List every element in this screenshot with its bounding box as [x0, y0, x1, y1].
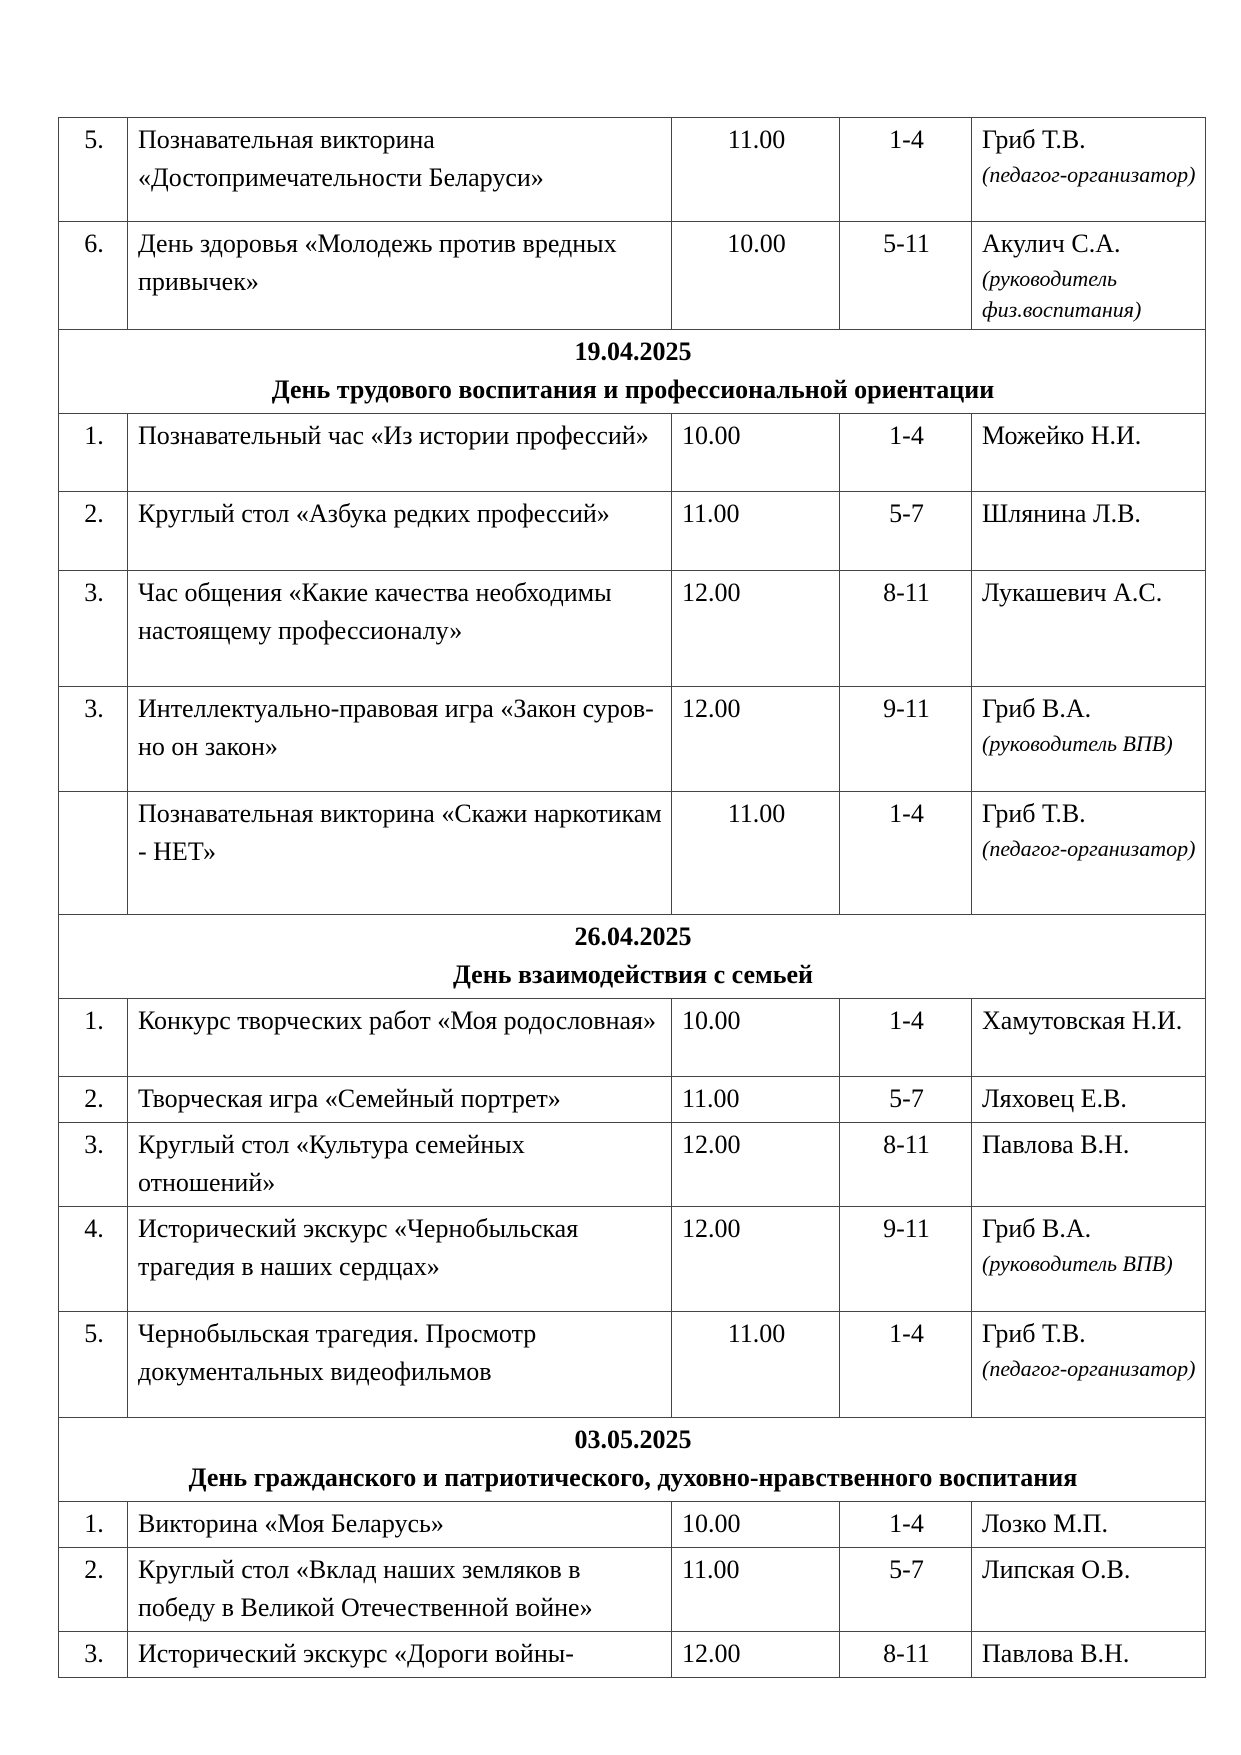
- event-row: [59, 999, 1206, 1077]
- event-title: Исторический экскурс «Чернобыльская трагедия в наших сердцах»: [128, 1207, 672, 1312]
- event-title: День здоровья «Молодежь против вредных привычек»: [128, 222, 672, 330]
- event-responsible: [972, 1502, 1206, 1548]
- section-title: День трудового воспитания и профессиональной ориентации: [271, 375, 995, 404]
- event-number: 2.: [59, 1077, 128, 1123]
- event-row: [59, 414, 1206, 492]
- event-responsible: [972, 1548, 1206, 1632]
- event-row: [59, 571, 1206, 687]
- event-row: [59, 1632, 1206, 1678]
- section-title: День взаимодействия с семьей: [452, 960, 814, 989]
- event-number: 3.: [59, 1123, 128, 1207]
- event-grades: 9-11: [840, 687, 972, 792]
- event-number: 2.: [59, 1548, 128, 1632]
- event-time: 12.00: [672, 1632, 840, 1678]
- section-header: [59, 915, 1206, 999]
- event-title: Круглый стол «Азбука редких профессий»: [128, 492, 672, 571]
- responsible-name: Лукашевич А.С.: [982, 578, 1163, 607]
- event-number: 6.: [59, 222, 128, 330]
- event-number: 5.: [59, 1312, 128, 1418]
- responsible-name: Павлова В.Н.: [982, 1639, 1130, 1668]
- event-title: Интеллектуально-правовая игра «Закон суров-но он закон»: [128, 687, 672, 792]
- event-row: [59, 222, 1206, 330]
- event-number: 1.: [59, 999, 128, 1077]
- event-time: 10.00: [672, 999, 840, 1077]
- event-grades: 5-7: [840, 1077, 972, 1123]
- responsible-name: Шлянина Л.В.: [982, 499, 1141, 528]
- event-row: [59, 1312, 1206, 1418]
- responsible-name: Хамутовская Н.И.: [982, 1006, 1183, 1035]
- event-row: [59, 792, 1206, 915]
- event-title: Исторический экскурс «Дороги войны-: [128, 1632, 672, 1678]
- section-date: 26.04.2025: [574, 922, 692, 951]
- event-row: [59, 118, 1206, 222]
- event-responsible: [972, 687, 1206, 792]
- event-time: 10.00: [672, 222, 840, 330]
- event-responsible: [972, 792, 1206, 915]
- event-number: 3.: [59, 571, 128, 687]
- event-responsible: [972, 118, 1206, 222]
- event-time: 11.00: [672, 492, 840, 571]
- event-title: Чернобыльская трагедия. Просмотр документальных видеофильмов: [128, 1312, 672, 1418]
- responsible-name: Можейко Н.И.: [982, 421, 1142, 450]
- section-title: День гражданского и патриотического, духовно-нравственного воспитания: [188, 1463, 1078, 1492]
- event-responsible: [972, 1123, 1206, 1207]
- event-title: Конкурс творческих работ «Моя родословная»: [128, 999, 672, 1077]
- event-grades: 9-11: [840, 1207, 972, 1312]
- responsible-role: (руководитель ВПВ): [982, 1251, 1173, 1276]
- event-number: 5.: [59, 118, 128, 222]
- section-date: 03.05.2025: [574, 1425, 692, 1454]
- event-grades: 1-4: [840, 118, 972, 222]
- schedule-table: [58, 117, 1206, 1678]
- event-number: 3.: [59, 687, 128, 792]
- event-title: Час общения «Какие качества необходимы настоящему профессионалу»: [128, 571, 672, 687]
- event-title: Викторина «Моя Беларусь»: [128, 1502, 672, 1548]
- responsible-name: Ляховец Е.В.: [982, 1084, 1127, 1113]
- responsible-name: Гриб В.А.: [982, 694, 1092, 723]
- event-grades: 8-11: [840, 1123, 972, 1207]
- event-number: 4.: [59, 1207, 128, 1312]
- section-header-row: [59, 330, 1206, 414]
- event-responsible: [972, 999, 1206, 1077]
- event-grades: 8-11: [840, 1632, 972, 1678]
- event-grades: 5-7: [840, 492, 972, 571]
- event-title: Круглый стол «Культура семейных отношений»: [128, 1123, 672, 1207]
- event-time: 11.00: [672, 118, 840, 222]
- event-row: [59, 687, 1206, 792]
- event-responsible: [972, 1207, 1206, 1312]
- event-responsible: [972, 222, 1206, 330]
- section-date: 19.04.2025: [574, 337, 692, 366]
- event-number: 2.: [59, 492, 128, 571]
- event-title: Познавательная викторина «Достопримечательности Беларуси»: [128, 118, 672, 222]
- event-responsible: [972, 414, 1206, 492]
- event-time: 10.00: [672, 1502, 840, 1548]
- event-time: 12.00: [672, 571, 840, 687]
- event-time: 11.00: [672, 1077, 840, 1123]
- responsible-role: (руководитель ВПВ): [982, 731, 1173, 756]
- responsible-role: (руководитель физ.воспитания): [982, 266, 1142, 322]
- event-responsible: [972, 1077, 1206, 1123]
- responsible-name: Акулич С.А.: [982, 229, 1121, 258]
- event-time: 10.00: [672, 414, 840, 492]
- event-number: 1.: [59, 414, 128, 492]
- section-header: [59, 330, 1206, 414]
- section-header-row: [59, 1418, 1206, 1502]
- event-time: 12.00: [672, 687, 840, 792]
- event-title: Круглый стол «Вклад наших земляков в победу в Великой Отечественной войне»: [128, 1548, 672, 1632]
- event-responsible: [972, 1312, 1206, 1418]
- event-grades: 1-4: [840, 414, 972, 492]
- event-number: [59, 792, 128, 915]
- event-row: [59, 1077, 1206, 1123]
- event-grades: 5-11: [840, 222, 972, 330]
- event-title: Творческая игра «Семейный портрет»: [128, 1077, 672, 1123]
- responsible-name: Гриб В.А.: [982, 1214, 1092, 1243]
- responsible-name: Гриб Т.В.: [982, 1319, 1086, 1348]
- responsible-name: Лозко М.П.: [982, 1509, 1108, 1538]
- responsible-name: Гриб Т.В.: [982, 125, 1086, 154]
- event-row: [59, 1123, 1206, 1207]
- event-responsible: [972, 1632, 1206, 1678]
- event-time: 12.00: [672, 1123, 840, 1207]
- section-header-row: [59, 915, 1206, 999]
- event-number: 3.: [59, 1632, 128, 1678]
- event-grades: 1-4: [840, 999, 972, 1077]
- schedule-body: [59, 118, 1206, 1678]
- event-grades: 1-4: [840, 1312, 972, 1418]
- event-grades: 5-7: [840, 1548, 972, 1632]
- event-row: [59, 1548, 1206, 1632]
- event-title: Познавательный час «Из истории профессий»: [128, 414, 672, 492]
- event-time: 11.00: [672, 792, 840, 915]
- responsible-name: Липская О.В.: [982, 1555, 1131, 1584]
- event-time: 12.00: [672, 1207, 840, 1312]
- event-number: 1.: [59, 1502, 128, 1548]
- event-row: [59, 1502, 1206, 1548]
- event-time: 11.00: [672, 1548, 840, 1632]
- event-grades: 1-4: [840, 792, 972, 915]
- event-row: [59, 492, 1206, 571]
- responsible-name: Павлова В.Н.: [982, 1130, 1130, 1159]
- responsible-name: Гриб Т.В.: [982, 799, 1086, 828]
- event-responsible: [972, 571, 1206, 687]
- event-responsible: [972, 492, 1206, 571]
- event-grades: 1-4: [840, 1502, 972, 1548]
- event-title: Познавательная викторина «Скажи наркотикам - НЕТ»: [128, 792, 672, 915]
- responsible-role: (педагог-организатор): [982, 836, 1196, 861]
- event-row: [59, 1207, 1206, 1312]
- event-time: 11.00: [672, 1312, 840, 1418]
- responsible-role: (педагог-организатор): [982, 1356, 1196, 1381]
- event-grades: 8-11: [840, 571, 972, 687]
- section-header: [59, 1418, 1206, 1502]
- responsible-role: (педагог-организатор): [982, 162, 1196, 187]
